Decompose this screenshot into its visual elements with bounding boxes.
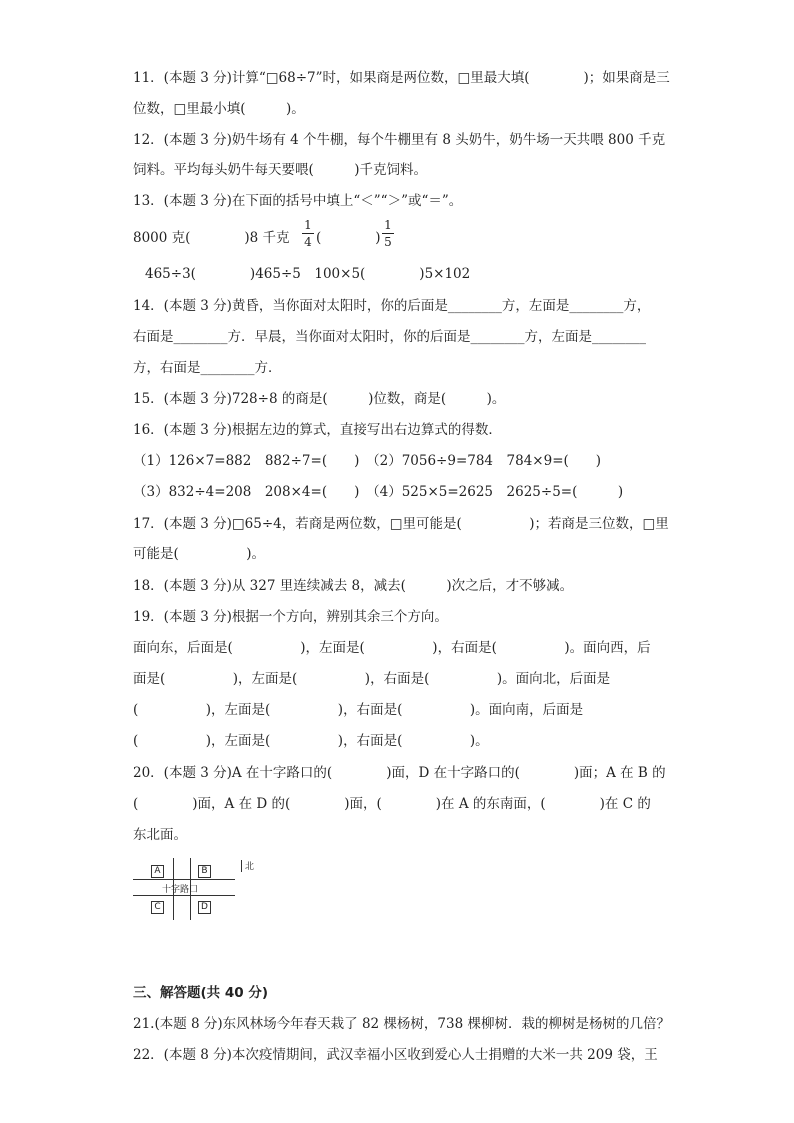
line-q14b: 右面是________方．早晨，当你面对太阳时，你的后面是________方，左面是________ bbox=[133, 329, 646, 345]
crossroad-label: 十字路口 bbox=[162, 885, 199, 895]
line-q11a: 11．(本题 3 分)计算“□68÷7”时，如果商是两位数，□里最大填( )；如果商是三 bbox=[133, 70, 670, 86]
fraction-paren: ( ) bbox=[316, 230, 381, 246]
north-label: 北 bbox=[245, 862, 255, 872]
line-q21: 21.(本题 8 分)东风林场今年春天栽了 82 棵杨树，738 棵柳树．栽的柳树是杨树的几倍？ bbox=[133, 1016, 670, 1032]
line-q22: 22．(本题 8 分)本次疫情期间，武汉幸福小区收到爱心人士捐赠的大米一共 209 袋，王 bbox=[133, 1047, 658, 1063]
section-title-answers: 三、解答题(共 40 分) bbox=[133, 985, 269, 1001]
road-horizontal-bottom bbox=[133, 895, 235, 896]
line-q16b: （1）126×7=882 882÷7=( ) （2）7056÷9=784 784×9=( ) bbox=[133, 453, 602, 469]
line-q15: 15．(本题 3 分)728÷8 的商是( )位数，商是( )。 bbox=[133, 391, 506, 407]
fraction-one-quarter: 1 4 bbox=[302, 218, 314, 249]
line-q13a: 13．(本题 3 分)在下面的括号中填上“＜”“＞”或“＝”。 bbox=[133, 193, 463, 209]
crossroad-diagram bbox=[133, 858, 263, 920]
line-q12a: 12．(本题 3 分)奶牛场有 4 个牛棚，每个牛棚里有 8 头奶牛，奶牛场一天共喂 800 千克 bbox=[133, 132, 666, 148]
line-q13c: 465÷3( )465÷5 100×5( )5×102 bbox=[145, 266, 471, 282]
line-q14a: 14．(本题 3 分)黄昏，当你面对太阳时，你的后面是________方，左面是________方， bbox=[133, 298, 651, 314]
line-q20a: 20．(本题 3 分)A 在十字路口的( )面，D 在十字路口的( )面；A 在 B 的 bbox=[133, 765, 666, 781]
line-q19b: 面向东，后面是( )，左面是( )，右面是( )。面向西，后 bbox=[133, 640, 651, 656]
line-q17a: 17．(本题 3 分)□65÷4，若商是两位数，□里可能是( )；若商是三位数，□里 bbox=[133, 516, 669, 532]
line-q16c: （3）832÷4=208 208×4=( ) （4）525×5=2625 2625÷5=( ) bbox=[133, 484, 624, 500]
line-q12b: 饲料。平均每头奶牛每天要喂( )千克饲料。 bbox=[133, 162, 428, 178]
road-horizontal-top bbox=[133, 879, 235, 880]
line-q19a: 19．(本题 3 分)根据一个方向，辨别其余三个方向。 bbox=[133, 609, 448, 625]
box-b: B bbox=[198, 865, 211, 878]
line-q13b: 8000 克( )8 千克 bbox=[133, 230, 290, 246]
line-q18: 18．(本题 3 分)从 327 里连续减去 8，减去( )次之后，才不够减。 bbox=[133, 578, 574, 594]
north-marker bbox=[241, 860, 242, 872]
fraction-one-fifth: 1 5 bbox=[382, 218, 394, 249]
line-q20b: ( )面，A 在 D 的( )面，( )在 A 的东南面，( )在 C 的 bbox=[133, 796, 651, 812]
line-q14c: 方，右面是________方． bbox=[133, 360, 282, 376]
box-a: A bbox=[151, 865, 164, 878]
box-d: D bbox=[198, 901, 211, 914]
line-q11b: 位数，□里最小填( )。 bbox=[133, 101, 305, 117]
line-q19e: ( )，左面是( )，右面是( )。 bbox=[133, 733, 489, 749]
line-q17b: 可能是( )。 bbox=[133, 546, 266, 562]
line-q16a: 16．(本题 3 分)根据左边的算式，直接写出右边算式的得数． bbox=[133, 422, 502, 438]
line-q19c: 面是( )，左面是( )，右面是( )。面向北，后面是 bbox=[133, 671, 611, 687]
line-q20c: 东北面。 bbox=[133, 827, 187, 843]
box-c: C bbox=[151, 901, 164, 914]
line-q19d: ( )，左面是( )，右面是( )。面向南，后面是 bbox=[133, 702, 584, 718]
